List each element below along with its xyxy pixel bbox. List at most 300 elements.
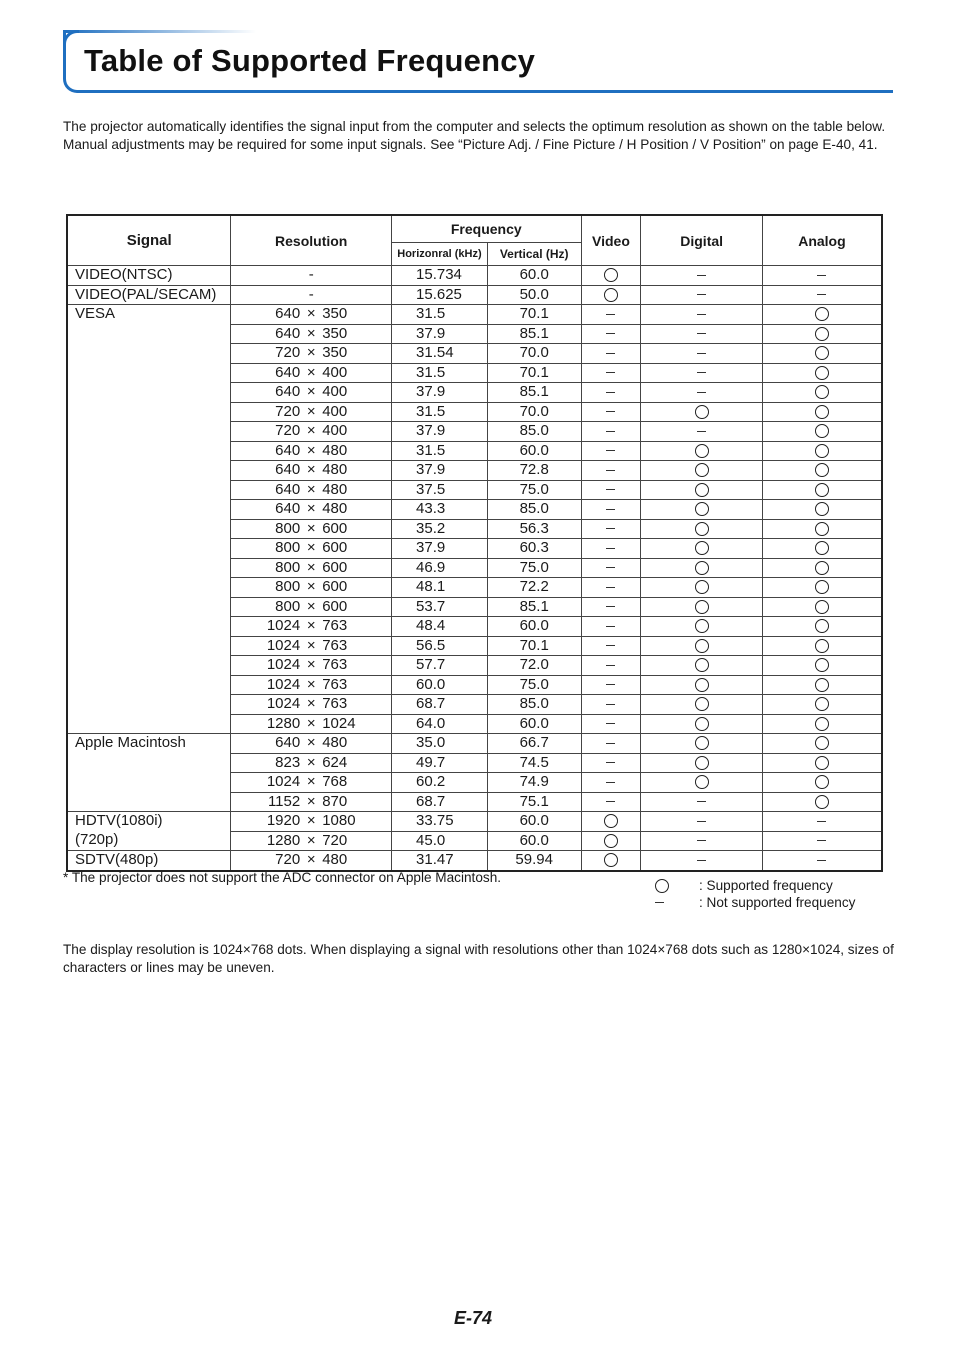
video-cell xyxy=(581,812,641,832)
vertical-frequency-cell: 70.1 xyxy=(487,636,581,656)
times-icon: × xyxy=(306,714,316,732)
not-supported-dash-icon xyxy=(655,902,664,903)
times-icon: × xyxy=(306,422,316,440)
times-icon: × xyxy=(306,753,316,771)
supported-circle-icon xyxy=(815,385,829,399)
supported-circle-icon xyxy=(815,658,829,672)
digital-cell xyxy=(641,656,763,676)
resolution-width: 640 xyxy=(275,500,301,518)
not-supported-dash-icon xyxy=(697,392,706,393)
supported-circle-icon xyxy=(695,561,709,575)
signal-cell: (720p) xyxy=(67,831,231,851)
resolution-cell xyxy=(231,812,392,832)
resolution-note: The display resolution is 1024×768 dots. When displaying a signal with resolutions other than 1024×768 dots such as 1280×1024, sizes of characters or lines may be uneven. xyxy=(63,942,894,975)
vertical-frequency-cell: 72.0 xyxy=(487,656,581,676)
supported-circle-icon xyxy=(695,600,709,614)
horizontal-frequency-cell: 35.2 xyxy=(392,519,488,539)
horizontal-frequency-cell: 31.5 xyxy=(392,402,488,422)
times-icon: × xyxy=(306,558,316,576)
horizontal-frequency-cell: 49.7 xyxy=(392,753,488,773)
analog-cell xyxy=(762,344,882,364)
digital-cell xyxy=(641,636,763,656)
vertical-frequency-cell: 72.8 xyxy=(487,461,581,481)
supported-circle-icon xyxy=(695,619,709,633)
supported-circle-icon xyxy=(695,756,709,770)
resolution-width: 640 xyxy=(275,441,301,459)
resolution-height: 350 xyxy=(322,324,348,342)
horizontal-frequency-cell: 48.1 xyxy=(392,578,488,598)
horizontal-frequency-cell: 33.75 xyxy=(392,812,488,832)
not-supported-dash-icon xyxy=(606,314,615,315)
times-icon: × xyxy=(306,402,316,420)
not-supported-dash-icon xyxy=(697,333,706,334)
horizontal-frequency-cell: 31.54 xyxy=(392,344,488,364)
resolution-value xyxy=(231,520,391,538)
not-supported-dash-icon xyxy=(606,450,615,451)
not-supported-dash-icon xyxy=(697,275,706,276)
analog-cell xyxy=(762,597,882,617)
supported-circle-icon xyxy=(695,775,709,789)
resolution-value xyxy=(231,656,391,674)
not-supported-dash-icon xyxy=(697,372,706,373)
analog-cell xyxy=(762,831,882,851)
legend-supported-label: : Supported frequency xyxy=(699,878,833,893)
analog-cell xyxy=(762,383,882,403)
resolution-width: 1152 xyxy=(267,792,301,810)
horizontal-frequency-cell: 68.7 xyxy=(392,695,488,715)
video-cell xyxy=(581,344,641,364)
times-icon: × xyxy=(306,695,316,713)
horizontal-frequency-cell: 15.734 xyxy=(392,266,488,286)
resolution-value xyxy=(231,578,391,596)
vertical-frequency-cell: 50.0 xyxy=(487,285,581,305)
video-cell xyxy=(581,578,641,598)
not-supported-dash-icon xyxy=(817,275,826,276)
analog-cell xyxy=(762,578,882,598)
horizontal-frequency-cell: 48.4 xyxy=(392,617,488,637)
resolution-height: 600 xyxy=(322,519,348,537)
resolution-height: 768 xyxy=(322,773,348,791)
video-cell xyxy=(581,480,641,500)
horizontal-frequency-cell: 46.9 xyxy=(392,558,488,578)
horizontal-frequency-cell: 31.5 xyxy=(392,363,488,383)
supported-circle-icon xyxy=(695,463,709,477)
times-icon: × xyxy=(306,461,316,479)
supported-circle-icon xyxy=(815,580,829,594)
supported-circle-icon xyxy=(695,697,709,711)
resolution-cell xyxy=(231,324,392,344)
horizontal-frequency-cell: 37.9 xyxy=(392,324,488,344)
supported-circle-icon xyxy=(815,736,829,750)
video-cell xyxy=(581,461,641,481)
supported-circle-icon xyxy=(815,346,829,360)
supported-circle-icon xyxy=(695,736,709,750)
resolution-height: 763 xyxy=(322,656,348,674)
supported-circle-icon xyxy=(815,600,829,614)
vertical-frequency-cell: 66.7 xyxy=(487,734,581,754)
supported-circle-icon xyxy=(604,834,618,848)
resolution-cell xyxy=(231,461,392,481)
video-cell xyxy=(581,851,641,871)
horizontal-frequency-cell: 37.9 xyxy=(392,461,488,481)
footnote: * The projector does not support the ADC connector on Apple Macintosh. xyxy=(63,870,502,885)
resolution-value xyxy=(231,851,391,869)
digital-cell xyxy=(641,597,763,617)
analog-cell xyxy=(762,851,882,871)
supported-circle-icon xyxy=(695,717,709,731)
supported-circle-icon xyxy=(695,658,709,672)
intro-paragraph-2: Manual adjustments may be required for some input signals. See “Picture Adj. / Fine Picture / H Position / V Position” on page E-40, 41. xyxy=(63,137,878,152)
supported-circle-icon xyxy=(604,288,618,302)
resolution-width: 720 xyxy=(275,344,301,362)
resolution-height: 480 xyxy=(322,851,348,869)
resolution-cell xyxy=(231,422,392,442)
resolution-cell xyxy=(231,441,392,461)
times-icon: × xyxy=(306,773,316,791)
resolution-value xyxy=(231,637,391,655)
resolution-height: 400 xyxy=(322,422,348,440)
resolution-value xyxy=(231,715,391,733)
not-supported-dash-icon xyxy=(606,509,615,510)
times-icon: × xyxy=(306,636,316,654)
video-cell xyxy=(581,695,641,715)
resolution-height: 350 xyxy=(322,305,348,323)
resolution-height: 480 xyxy=(322,480,348,498)
digital-cell xyxy=(641,519,763,539)
horizontal-frequency-cell: 31.5 xyxy=(392,305,488,325)
vertical-frequency-cell: 60.0 xyxy=(487,831,581,851)
resolution-width: 1024 xyxy=(266,636,301,654)
table-row xyxy=(67,305,882,325)
resolution-height: 600 xyxy=(322,558,348,576)
horizontal-frequency-cell: 31.47 xyxy=(392,851,488,871)
resolution-value xyxy=(231,305,391,323)
analog-cell xyxy=(762,734,882,754)
times-icon: × xyxy=(306,831,316,849)
analog-cell xyxy=(762,363,882,383)
digital-cell xyxy=(641,422,763,442)
digital-cell xyxy=(641,753,763,773)
legend-not-supported-label: : Not supported frequency xyxy=(699,895,856,910)
vertical-frequency-cell: 59.94 xyxy=(487,851,581,871)
vertical-frequency-cell: 56.3 xyxy=(487,519,581,539)
resolution-height: 1080 xyxy=(322,812,356,830)
horizontal-frequency-cell: 31.5 xyxy=(392,441,488,461)
signal-cell: VIDEO(PAL/SECAM) xyxy=(67,285,231,305)
vertical-frequency-cell: 75.1 xyxy=(487,792,581,812)
digital-cell xyxy=(641,578,763,598)
digital-cell xyxy=(641,305,763,325)
times-icon: × xyxy=(306,305,316,323)
video-cell xyxy=(581,324,641,344)
resolution-height: 1024 xyxy=(322,714,356,732)
resolution-cell xyxy=(231,344,392,364)
vertical-frequency-cell: 70.0 xyxy=(487,344,581,364)
horizontal-frequency-cell: 37.5 xyxy=(392,480,488,500)
supported-circle-icon xyxy=(815,405,829,419)
supported-circle-icon xyxy=(815,639,829,653)
digital-cell xyxy=(641,851,763,871)
not-supported-dash-icon xyxy=(606,704,615,705)
resolution-height: 763 xyxy=(322,695,348,713)
times-icon: × xyxy=(306,617,316,635)
resolution-width: 640 xyxy=(275,363,301,381)
not-supported-dash-icon xyxy=(606,489,615,490)
times-icon: × xyxy=(306,324,316,342)
digital-cell xyxy=(641,831,763,851)
vertical-frequency-cell: 70.1 xyxy=(487,305,581,325)
times-icon: × xyxy=(306,519,316,537)
not-supported-dash-icon xyxy=(606,567,615,568)
digital-cell xyxy=(641,383,763,403)
video-cell xyxy=(581,792,641,812)
not-supported-dash-icon xyxy=(606,723,615,724)
analog-cell xyxy=(762,675,882,695)
resolution-cell xyxy=(231,402,392,422)
resolution-height: 600 xyxy=(322,539,348,557)
video-cell xyxy=(581,734,641,754)
video-cell xyxy=(581,441,641,461)
resolution-cell xyxy=(231,539,392,559)
supported-circle-icon xyxy=(815,424,829,438)
analog-cell xyxy=(762,773,882,793)
frequency-table xyxy=(66,214,883,872)
header-video: Video xyxy=(581,215,641,266)
not-supported-dash-icon xyxy=(606,587,615,588)
horizontal-frequency-cell: 43.3 xyxy=(392,500,488,520)
resolution-height: 350 xyxy=(322,344,348,362)
not-supported-dash-icon xyxy=(606,411,615,412)
resolution-width: 720 xyxy=(275,422,301,440)
resolution-height: 624 xyxy=(322,753,348,771)
resolution-value xyxy=(231,617,391,635)
digital-cell xyxy=(641,695,763,715)
resolution-cell xyxy=(231,636,392,656)
not-supported-dash-icon xyxy=(606,801,615,802)
supported-circle-icon xyxy=(815,444,829,458)
vertical-frequency-cell: 85.0 xyxy=(487,422,581,442)
analog-cell xyxy=(762,441,882,461)
resolution-width: 800 xyxy=(275,558,301,576)
resolution-width: 640 xyxy=(275,305,301,323)
times-icon: × xyxy=(306,597,316,615)
resolution-width: 800 xyxy=(275,519,301,537)
resolution-cell xyxy=(231,714,392,734)
analog-cell xyxy=(762,266,882,286)
signal-cell: Apple Macintosh xyxy=(67,734,231,812)
legend-supported xyxy=(654,877,855,894)
resolution-value xyxy=(231,695,391,713)
resolution-width: 640 xyxy=(275,461,301,479)
supported-circle-icon xyxy=(695,678,709,692)
not-supported-dash-icon xyxy=(606,548,615,549)
resolution-width: 823 xyxy=(275,753,301,771)
resolution-height: 400 xyxy=(322,383,348,401)
times-icon: × xyxy=(306,441,316,459)
video-cell xyxy=(581,636,641,656)
resolution-height: 763 xyxy=(322,675,348,693)
resolution-height: 720 xyxy=(322,831,348,849)
signal-cell: SDTV(480p) xyxy=(67,851,231,871)
resolution-value xyxy=(231,832,391,850)
not-supported-dash-icon xyxy=(697,860,706,861)
vertical-frequency-cell: 70.1 xyxy=(487,363,581,383)
resolution-value xyxy=(231,403,391,421)
resolution-width: 720 xyxy=(275,851,301,869)
vertical-frequency-cell: 85.0 xyxy=(487,500,581,520)
resolution-value xyxy=(231,812,391,830)
supported-circle-icon xyxy=(695,405,709,419)
page-title: Table of Supported Frequency xyxy=(84,43,536,78)
supported-circle-icon xyxy=(815,775,829,789)
vertical-frequency-cell: 85.1 xyxy=(487,383,581,403)
resolution-cell: - xyxy=(231,285,392,305)
resolution-cell xyxy=(231,363,392,383)
horizontal-frequency-cell: 37.9 xyxy=(392,539,488,559)
vertical-frequency-cell: 85.1 xyxy=(487,597,581,617)
analog-cell xyxy=(762,753,882,773)
video-cell xyxy=(581,597,641,617)
not-supported-dash-icon xyxy=(606,333,615,334)
horizontal-frequency-cell: 37.9 xyxy=(392,383,488,403)
resolution-value xyxy=(231,559,391,577)
analog-cell xyxy=(762,714,882,734)
resolution-cell xyxy=(231,383,392,403)
resolution-value xyxy=(231,364,391,382)
video-cell xyxy=(581,383,641,403)
analog-cell xyxy=(762,519,882,539)
supported-circle-icon xyxy=(604,814,618,828)
times-icon: × xyxy=(306,539,316,557)
video-cell xyxy=(581,558,641,578)
resolution-value xyxy=(231,344,391,362)
signal-cell: VIDEO(NTSC) xyxy=(67,266,231,286)
resolution-height: 400 xyxy=(322,363,348,381)
vertical-frequency-cell: 85.1 xyxy=(487,324,581,344)
times-icon: × xyxy=(306,344,316,362)
digital-cell xyxy=(641,344,763,364)
horizontal-frequency-cell: 60.2 xyxy=(392,773,488,793)
digital-cell xyxy=(641,734,763,754)
header-analog: Analog xyxy=(762,215,882,266)
header-digital: Digital xyxy=(641,215,763,266)
resolution-width: 720 xyxy=(275,402,301,420)
resolution-cell xyxy=(231,773,392,793)
vertical-frequency-cell: 60.0 xyxy=(487,266,581,286)
digital-cell xyxy=(641,441,763,461)
analog-cell xyxy=(762,812,882,832)
resolution-cell xyxy=(231,831,392,851)
resolution-value xyxy=(231,500,391,518)
supported-circle-icon xyxy=(815,561,829,575)
digital-cell xyxy=(641,792,763,812)
resolution-cell xyxy=(231,597,392,617)
video-cell xyxy=(581,773,641,793)
not-supported-dash-icon xyxy=(606,626,615,627)
not-supported-dash-icon xyxy=(606,528,615,529)
supported-circle-icon xyxy=(695,483,709,497)
resolution-cell xyxy=(231,500,392,520)
video-cell xyxy=(581,285,641,305)
resolution-width: 800 xyxy=(275,539,301,557)
legend-not-supported xyxy=(654,894,855,911)
resolution-value xyxy=(231,325,391,343)
video-cell xyxy=(581,753,641,773)
resolution-cell xyxy=(231,792,392,812)
supported-circle-icon xyxy=(695,639,709,653)
video-cell xyxy=(581,266,641,286)
supported-circle-icon xyxy=(695,444,709,458)
resolution-height: 400 xyxy=(322,402,348,420)
supported-circle-icon xyxy=(815,483,829,497)
supported-circle-icon xyxy=(604,853,618,867)
horizontal-frequency-cell: 64.0 xyxy=(392,714,488,734)
digital-cell xyxy=(641,539,763,559)
header-resolution: Resolution xyxy=(231,215,392,266)
supported-circle-icon xyxy=(815,678,829,692)
resolution-value xyxy=(231,422,391,440)
vertical-frequency-cell: 60.0 xyxy=(487,812,581,832)
digital-cell xyxy=(641,714,763,734)
resolution-cell xyxy=(231,851,392,871)
resolution-width: 1024 xyxy=(266,773,301,791)
not-supported-dash-icon xyxy=(606,684,615,685)
supported-circle-icon xyxy=(815,327,829,341)
times-icon: × xyxy=(306,578,316,596)
times-icon: × xyxy=(306,675,316,693)
vertical-frequency-cell: 60.0 xyxy=(487,714,581,734)
digital-cell xyxy=(641,285,763,305)
not-supported-dash-icon xyxy=(697,801,706,802)
digital-cell xyxy=(641,402,763,422)
not-supported-dash-icon xyxy=(606,431,615,432)
analog-cell xyxy=(762,792,882,812)
vertical-frequency-cell: 60.3 xyxy=(487,539,581,559)
resolution-width: 1024 xyxy=(266,695,301,713)
supported-circle-icon xyxy=(604,268,618,282)
signal-cell: VESA xyxy=(67,305,231,734)
resolution-cell xyxy=(231,578,392,598)
header-frequency: Frequency xyxy=(392,215,582,243)
resolution-cell xyxy=(231,480,392,500)
resolution-cell xyxy=(231,558,392,578)
supported-circle-icon xyxy=(815,463,829,477)
resolution-value xyxy=(231,754,391,772)
vertical-frequency-cell: 85.0 xyxy=(487,695,581,715)
not-supported-dash-icon xyxy=(817,821,826,822)
supported-circle-icon xyxy=(815,619,829,633)
video-cell xyxy=(581,656,641,676)
table-row xyxy=(67,812,882,832)
resolution-height: 480 xyxy=(322,500,348,518)
analog-cell xyxy=(762,539,882,559)
header-signal: Signal xyxy=(67,215,231,266)
supported-circle-icon xyxy=(815,717,829,731)
horizontal-frequency-cell: 37.9 xyxy=(392,422,488,442)
digital-cell xyxy=(641,812,763,832)
times-icon: × xyxy=(306,734,316,752)
analog-cell xyxy=(762,558,882,578)
supported-circle-icon xyxy=(815,795,829,809)
resolution-height: 480 xyxy=(322,441,348,459)
supported-circle-icon xyxy=(695,580,709,594)
supported-circle-icon xyxy=(695,522,709,536)
digital-cell xyxy=(641,480,763,500)
horizontal-frequency-cell: 45.0 xyxy=(392,831,488,851)
resolution-cell xyxy=(231,656,392,676)
resolution-height: 480 xyxy=(322,461,348,479)
header-vertical: Vertical (Hz) xyxy=(487,243,581,266)
